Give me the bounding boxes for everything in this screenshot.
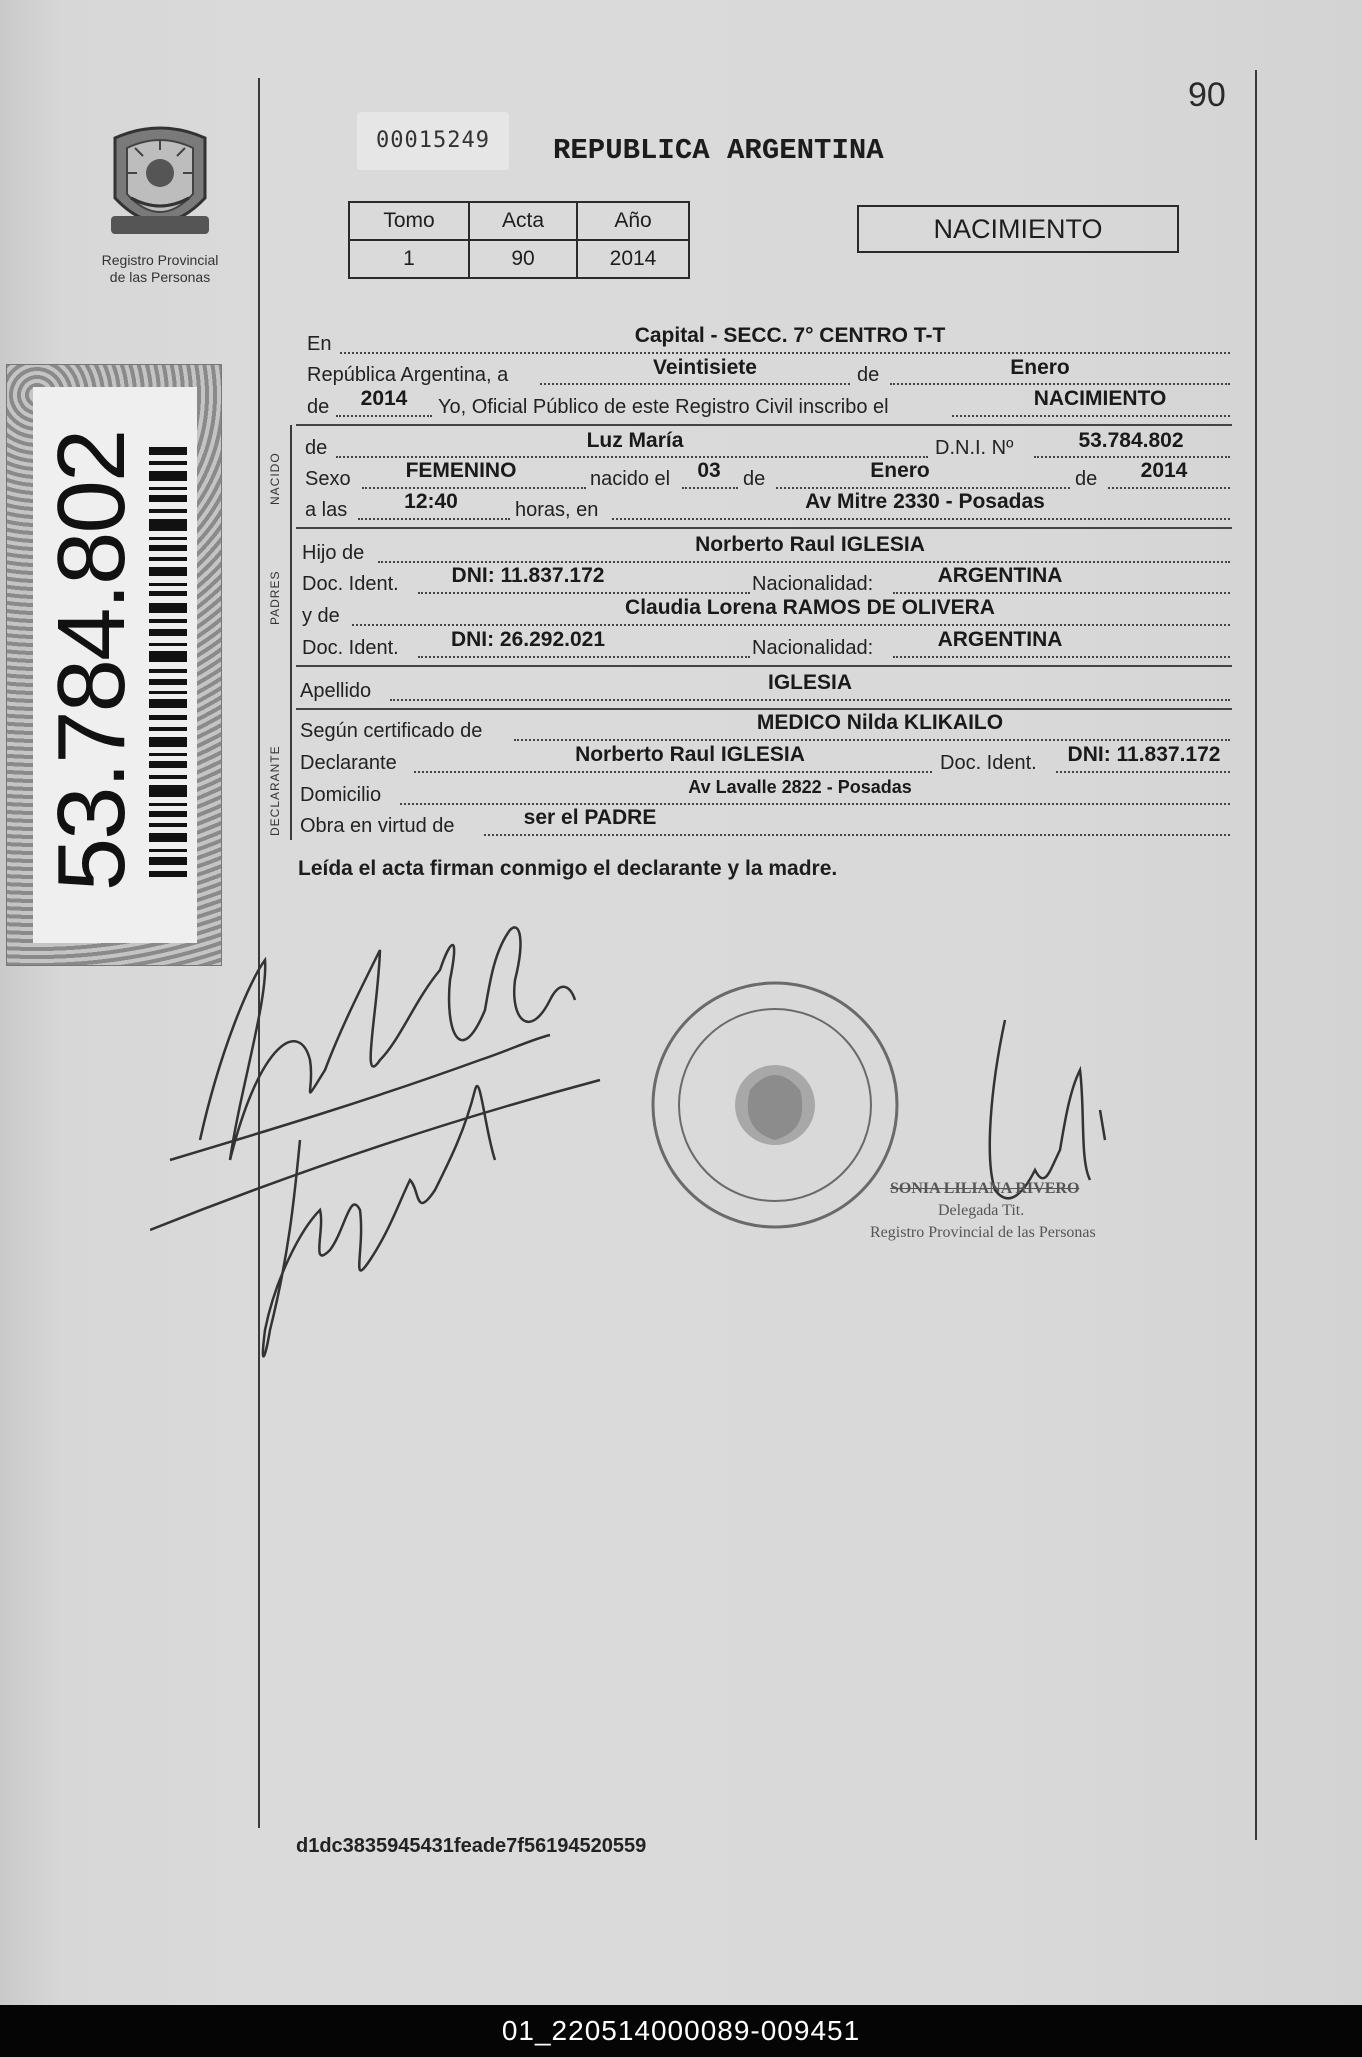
dotted-line [418, 654, 750, 658]
label-obra: Obra en virtud de [300, 815, 455, 837]
dotted-line [893, 654, 1230, 658]
label-declarante: Declarante [300, 752, 397, 774]
label-en: En [307, 333, 332, 355]
registry-name-line1: Registro Provincial [101, 252, 219, 268]
dotted-line [336, 454, 928, 458]
label-domicilio: Domicilio [300, 784, 382, 806]
label-yo-oficial: Yo, Oficial Público de este Registro Civil inscribo el [438, 396, 889, 418]
label-de-mes: de [857, 364, 880, 386]
label-de-anio: de [307, 396, 330, 418]
dotted-line [776, 485, 1070, 489]
value-acto: NACIMIENTO [1033, 387, 1167, 410]
label-doc-ident2: Doc. Ident. [302, 637, 399, 659]
label-dni: D.N.I. Nº [935, 437, 1014, 459]
section-label-declarante: DECLARANTE [268, 745, 282, 836]
value-lugar: Capital - SECC. 7° CENTRO T-T [634, 324, 946, 347]
value-declarante: Norberto Raul IGLESIA [575, 743, 805, 766]
sticker-label [33, 387, 197, 943]
official-name: SONIA LILIANA RIVERO [890, 1180, 1080, 1197]
dotted-line [362, 485, 586, 489]
footer-id-bar: 01_220514000089-009451 [0, 2005, 1362, 2057]
id-sticker [6, 364, 222, 966]
right-margin-line [1255, 70, 1257, 1840]
dotted-line [378, 559, 1230, 563]
dotted-line [340, 350, 1230, 354]
dotted-line [612, 516, 1230, 520]
section-rule [296, 527, 1232, 529]
value-lugar-nac: Av Mitre 2330 - Posadas [805, 490, 1045, 513]
dotted-line [682, 485, 738, 489]
dotted-line [358, 516, 510, 520]
section-divider-line [290, 425, 292, 840]
value-en-virtud: ser el PADRE [523, 806, 657, 829]
value-madre-nac: ARGENTINA [937, 628, 1063, 651]
label-doc-ident3: Doc. Ident. [940, 752, 1037, 774]
registry-name [70, 252, 250, 286]
label-nacionalidad: Nacionalidad: [752, 573, 874, 595]
dotted-line [336, 413, 432, 417]
section-label-padres: PADRES [268, 570, 282, 625]
ref-value-tomo: 1 [349, 240, 469, 278]
label-republica: República Argentina, a [307, 364, 509, 386]
label-de-anio2: de [1075, 468, 1098, 490]
record-type-box: NACIMIENTO [857, 205, 1179, 253]
label-de-dia: de [743, 468, 766, 490]
ref-header-acta: Acta [469, 202, 577, 240]
value-certificado: MEDICO Nilda KLIKAILO [756, 711, 1004, 734]
dotted-line [414, 769, 932, 773]
label-horas-en: horas, en [515, 499, 599, 521]
value-anio-nac: 2014 [1140, 459, 1188, 482]
ref-value-anio: 2014 [577, 240, 689, 278]
value-mes: Enero [1010, 356, 1070, 379]
official-signature [990, 1020, 1105, 1198]
official-seal-icon [653, 983, 897, 1227]
value-declarante-doc: DNI: 11.837.172 [1067, 743, 1221, 766]
value-dia-nac: 03 [697, 459, 721, 482]
sticker-number: 53.784.802 [38, 430, 145, 892]
ref-header-tomo: Tomo [349, 202, 469, 240]
value-sexo: FEMENINO [405, 459, 517, 482]
value-dni: 53.784.802 [1078, 429, 1184, 452]
declarant-signature [150, 927, 600, 1230]
barcode-icon [149, 447, 187, 877]
value-padre-nac: ARGENTINA [937, 564, 1063, 587]
label-doc-ident: Doc. Ident. [302, 573, 399, 595]
dotted-line [890, 381, 1230, 385]
official-role: Delegada Tit. [938, 1202, 1025, 1219]
label-segun: Según certificado de [300, 720, 483, 742]
reference-value-row [349, 240, 689, 278]
value-mes-nac: Enero [870, 459, 930, 482]
label-hijo-de: Hijo de [302, 542, 365, 564]
registry-name-line2: de las Personas [109, 269, 211, 285]
value-domicilio: Av Lavalle 2822 - Posadas [688, 777, 912, 797]
dotted-line [1056, 769, 1230, 773]
value-padre: Norberto Raul IGLESIA [695, 533, 925, 556]
serial-number: 00015249 [357, 112, 509, 170]
mother-signature [263, 1086, 495, 1356]
official-stamp [870, 1178, 1160, 1244]
closing-statement: Leída el acta firman conmigo el declarante y la madre. [298, 857, 838, 880]
dotted-line [514, 737, 1230, 741]
official-office: Registro Provincial de las Personas [870, 1224, 1096, 1241]
dotted-line [484, 832, 1230, 836]
reference-table [348, 201, 690, 279]
label-nacionalidad2: Nacionalidad: [752, 637, 874, 659]
dotted-line [352, 622, 1230, 626]
value-hora: 12:40 [404, 490, 458, 513]
section-rule [296, 424, 1232, 426]
dotted-line [952, 413, 1230, 417]
value-padre-doc: DNI: 11.837.172 [451, 564, 605, 587]
dotted-line [540, 381, 850, 385]
value-anio: 2014 [360, 387, 408, 410]
label-a-las: a las [305, 499, 348, 521]
label-de-nombre: de [305, 437, 328, 459]
label-sexo: Sexo [305, 468, 351, 490]
value-nombre: Luz María [586, 429, 684, 452]
label-y-de: y de [302, 605, 340, 627]
value-apellido: IGLESIA [767, 671, 852, 694]
label-apellido: Apellido [300, 680, 372, 702]
section-rule [296, 665, 1232, 667]
label-nacido-el: nacido el [590, 468, 671, 490]
signatures-and-seal [150, 890, 1150, 1400]
dotted-line [893, 590, 1230, 594]
page-number: 90 [1188, 76, 1226, 114]
province-seal-icon [95, 118, 225, 248]
value-madre-doc: DNI: 26.292.021 [450, 628, 606, 651]
dotted-line [390, 697, 1230, 701]
dotted-line [400, 801, 1230, 805]
value-dia-letras: Veintisiete [653, 356, 757, 379]
section-label-nacido: NACIDO [268, 452, 282, 505]
dotted-line [1108, 485, 1230, 489]
country-title: REPUBLICA ARGENTINA [553, 134, 884, 167]
ref-value-acta: 90 [469, 240, 577, 278]
section-rule [296, 708, 1232, 710]
dotted-line [1034, 454, 1230, 458]
dotted-line [418, 590, 750, 594]
ref-header-anio: Año [577, 202, 689, 240]
value-madre: Claudia Lorena RAMOS DE OLIVERA [625, 596, 995, 619]
reference-header-row [349, 202, 689, 240]
document-hash: d1dc3835945431feade7f56194520559 [296, 1835, 647, 1857]
